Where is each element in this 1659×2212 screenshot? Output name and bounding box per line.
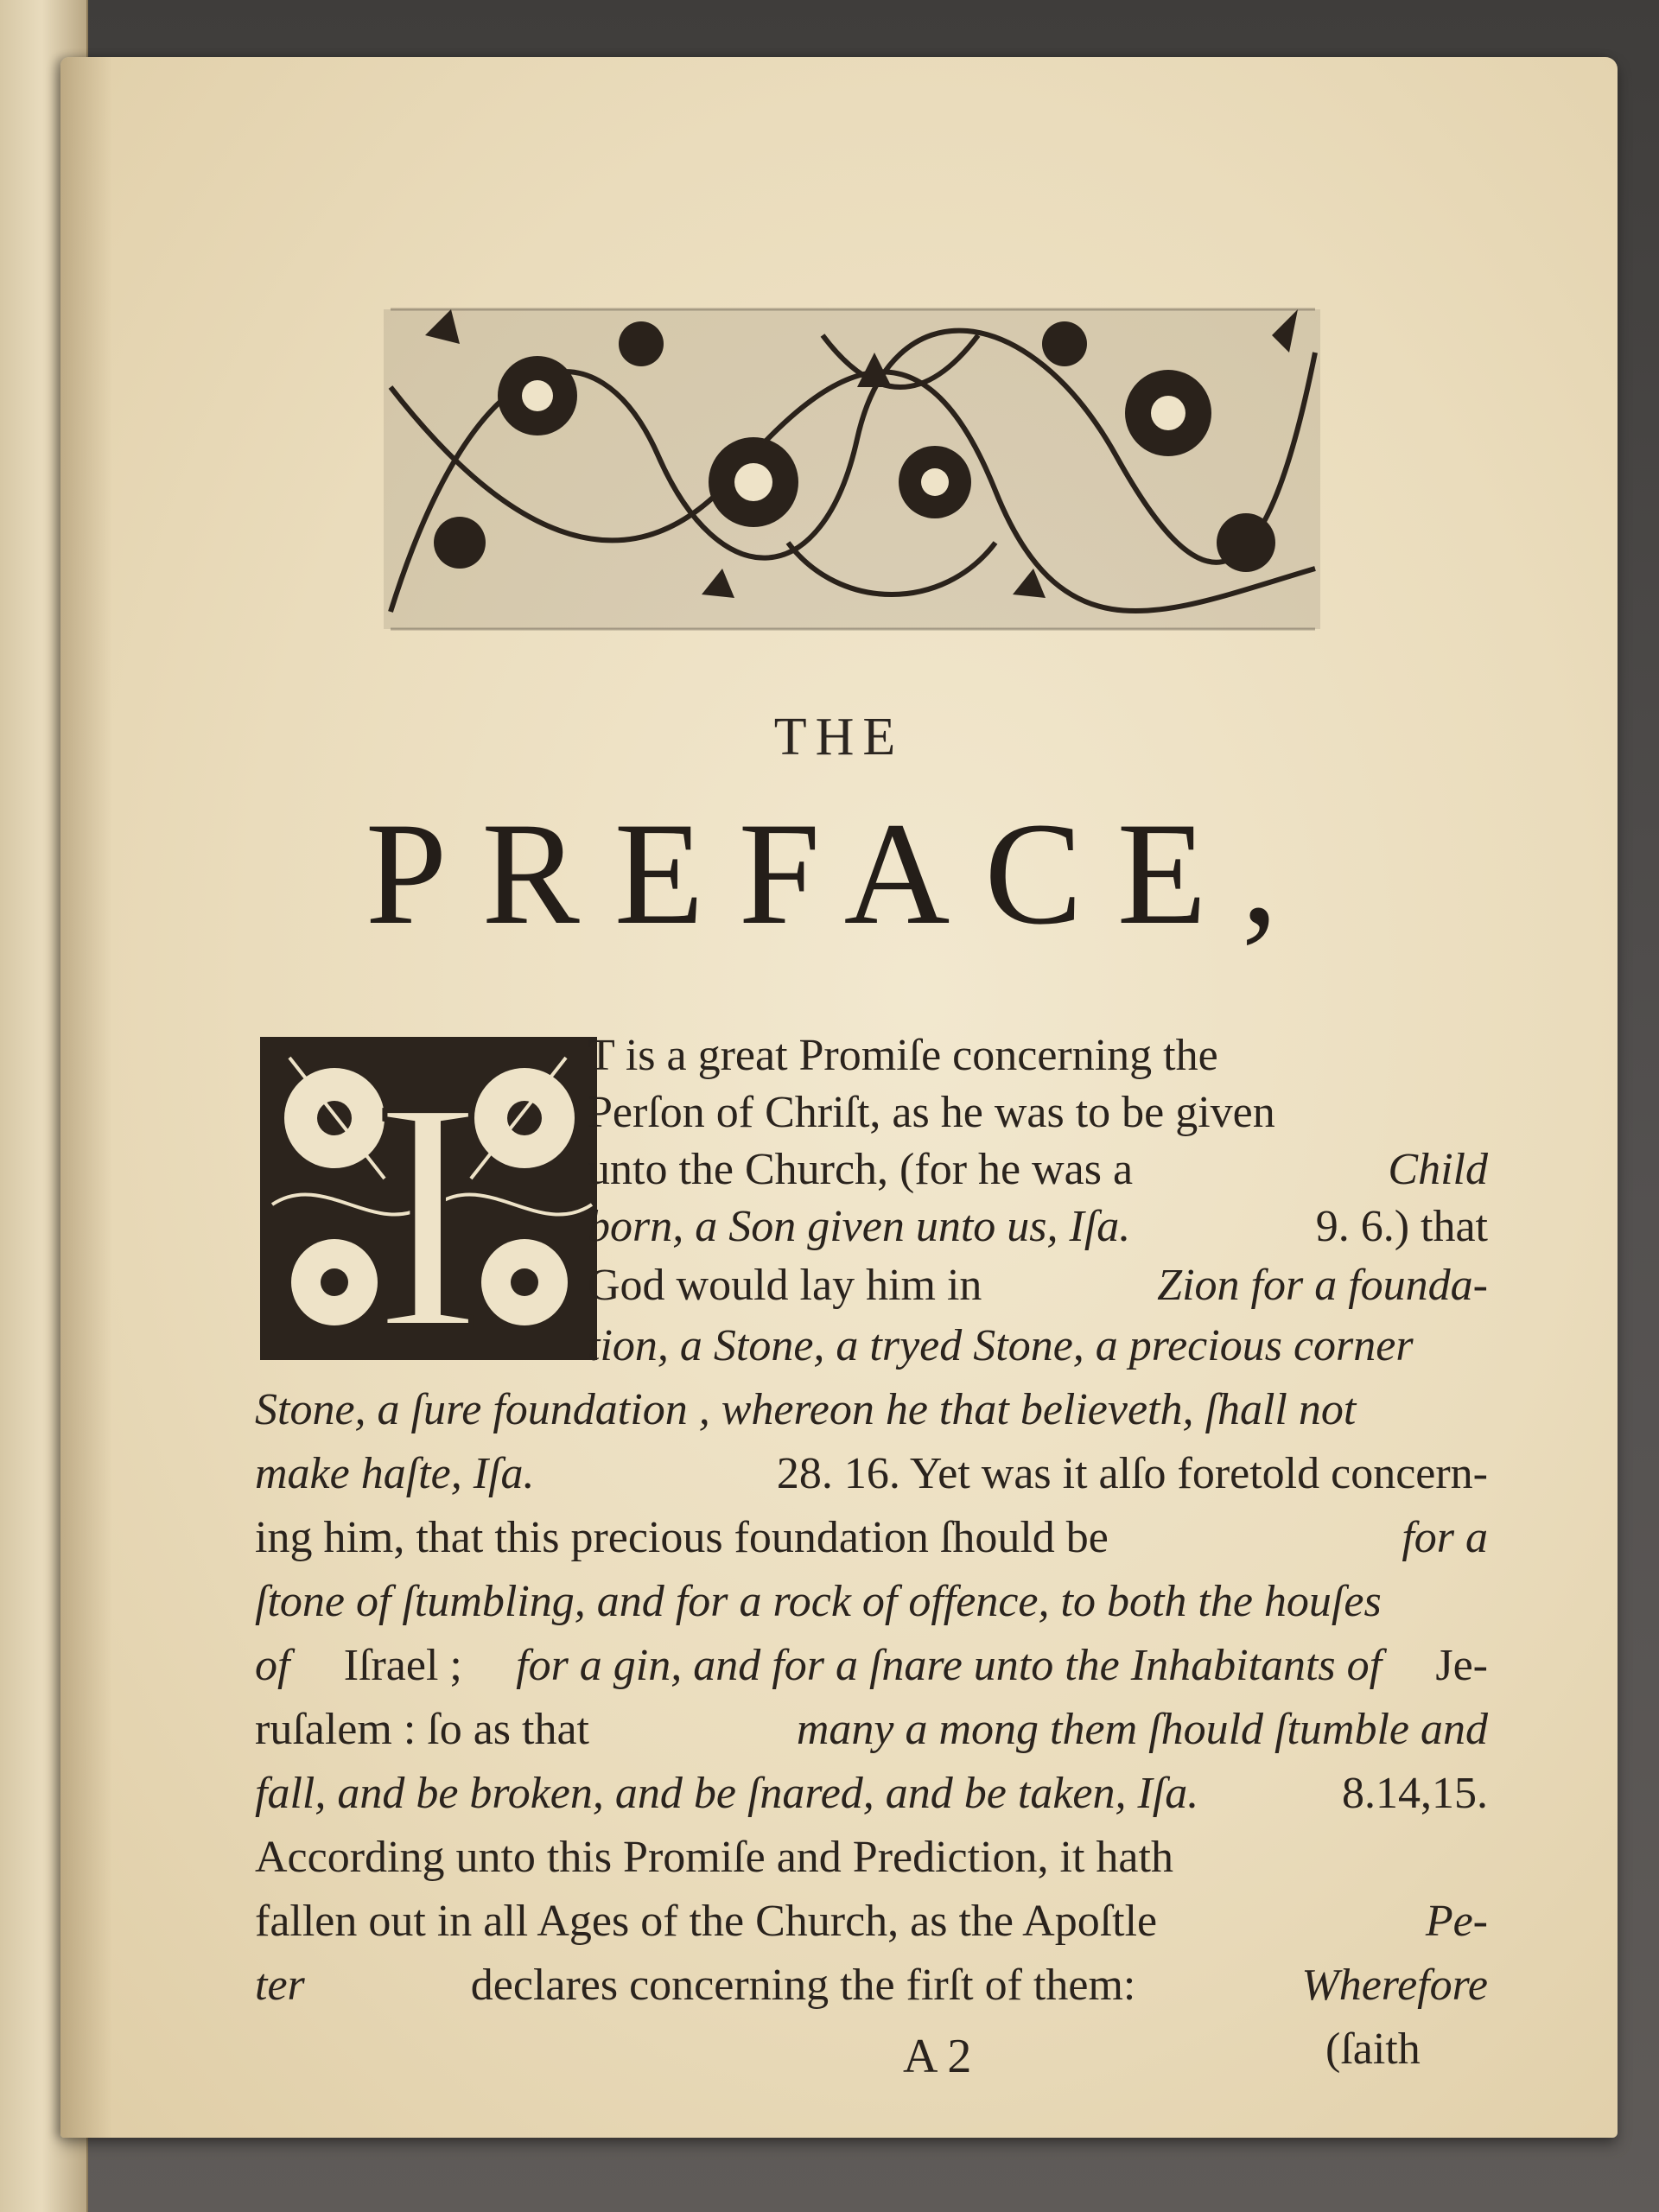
gutter-shadow (60, 57, 112, 2138)
heading-preface: PREFACE, (365, 792, 1313, 955)
text-segment: tion, a Stone, a tryed Stone, a precious corner (588, 1321, 1414, 1370)
signature-mark: A 2 (903, 2030, 972, 2083)
text-segment: According unto this Promiſe and Prediction, it hath (255, 1833, 1173, 1882)
text-segment: fall, and be broken, and be ſnared, and be taken, Iſa. (255, 1769, 1199, 1818)
floral-headpiece-ornament (373, 283, 1331, 646)
text-segment: T is a great Promiſe concerning the (588, 1031, 1218, 1080)
text-line-7 (255, 1385, 1488, 1434)
text-line-15 (255, 1899, 1488, 1944)
text-segment: 9. 6.) that (1315, 1202, 1488, 1251)
text-line-6 (588, 1321, 1488, 1370)
text-line-4 (588, 1202, 1488, 1251)
text-segment: Child (1388, 1145, 1488, 1194)
text-segment: ing him, that this precious foundation ſhould be (255, 1513, 1109, 1562)
text-segment: Wherefore (1301, 1961, 1488, 2010)
text-segment: declares concerning the firſt of them: (470, 1961, 1136, 2010)
text-segment: 28. 16. Yet was it alſo foretold concern- (776, 1449, 1488, 1498)
text-segment: ſtone of ſtumbling, and for a rock of offence, to both the houſes (255, 1577, 1382, 1626)
drop-cap-letter: I (372, 1033, 483, 1365)
text-line-12 (255, 1707, 1488, 1752)
text-line-3 (588, 1147, 1488, 1192)
heading-the: THE (773, 708, 905, 766)
text-segment: make haſte, Iſa. (255, 1449, 535, 1498)
text-line-10 (255, 1577, 1488, 1626)
text-segment: for a (1402, 1513, 1488, 1562)
text-line-11 (255, 1643, 1488, 1688)
text-line-5 (588, 1263, 1488, 1308)
text-line-13 (255, 1771, 1488, 1816)
text-line-9 (255, 1513, 1488, 1562)
book-page (60, 57, 1618, 2138)
text-line-16 (255, 1963, 1488, 2008)
text-line-2 (588, 1090, 1488, 1135)
text-segment: Zion for a founda- (1157, 1261, 1488, 1310)
text-segment: for a gin, and for a ſnare unto the Inhabitants of (516, 1641, 1382, 1690)
text-line-14 (255, 1835, 1488, 1880)
text-segment: of (255, 1641, 290, 1690)
text-segment: many a mong them ſhould ſtumble and (796, 1705, 1488, 1754)
text-line-1 (588, 1033, 1488, 1078)
text-segment: Iſrael ; (343, 1641, 462, 1690)
text-segment: Je- (1435, 1641, 1488, 1690)
text-segment: fallen out in all Ages of the Church, as the Apoſtle (255, 1897, 1158, 1946)
text-segment: Perſon of Chriſt, as he was to be given (588, 1088, 1275, 1137)
text-segment: God would lay him in (588, 1261, 982, 1310)
text-segment: unto the Church, (for he was a (588, 1145, 1134, 1194)
text-segment: born, a Son given unto us, Iſa. (588, 1202, 1131, 1251)
catchword: (ſaith (1325, 2024, 1421, 2074)
decorated-initial-letter (255, 1032, 652, 1365)
text-line-8 (255, 1449, 1488, 1498)
text-segment: 8.14,15. (1342, 1769, 1488, 1818)
text-segment: Stone, a ſure foundation , whereon he that believeth, ſhall not (255, 1385, 1357, 1434)
text-segment: Pe- (1425, 1897, 1488, 1946)
text-segment: ter (255, 1961, 305, 2010)
text-segment: ruſalem : ſo as that (255, 1705, 590, 1754)
